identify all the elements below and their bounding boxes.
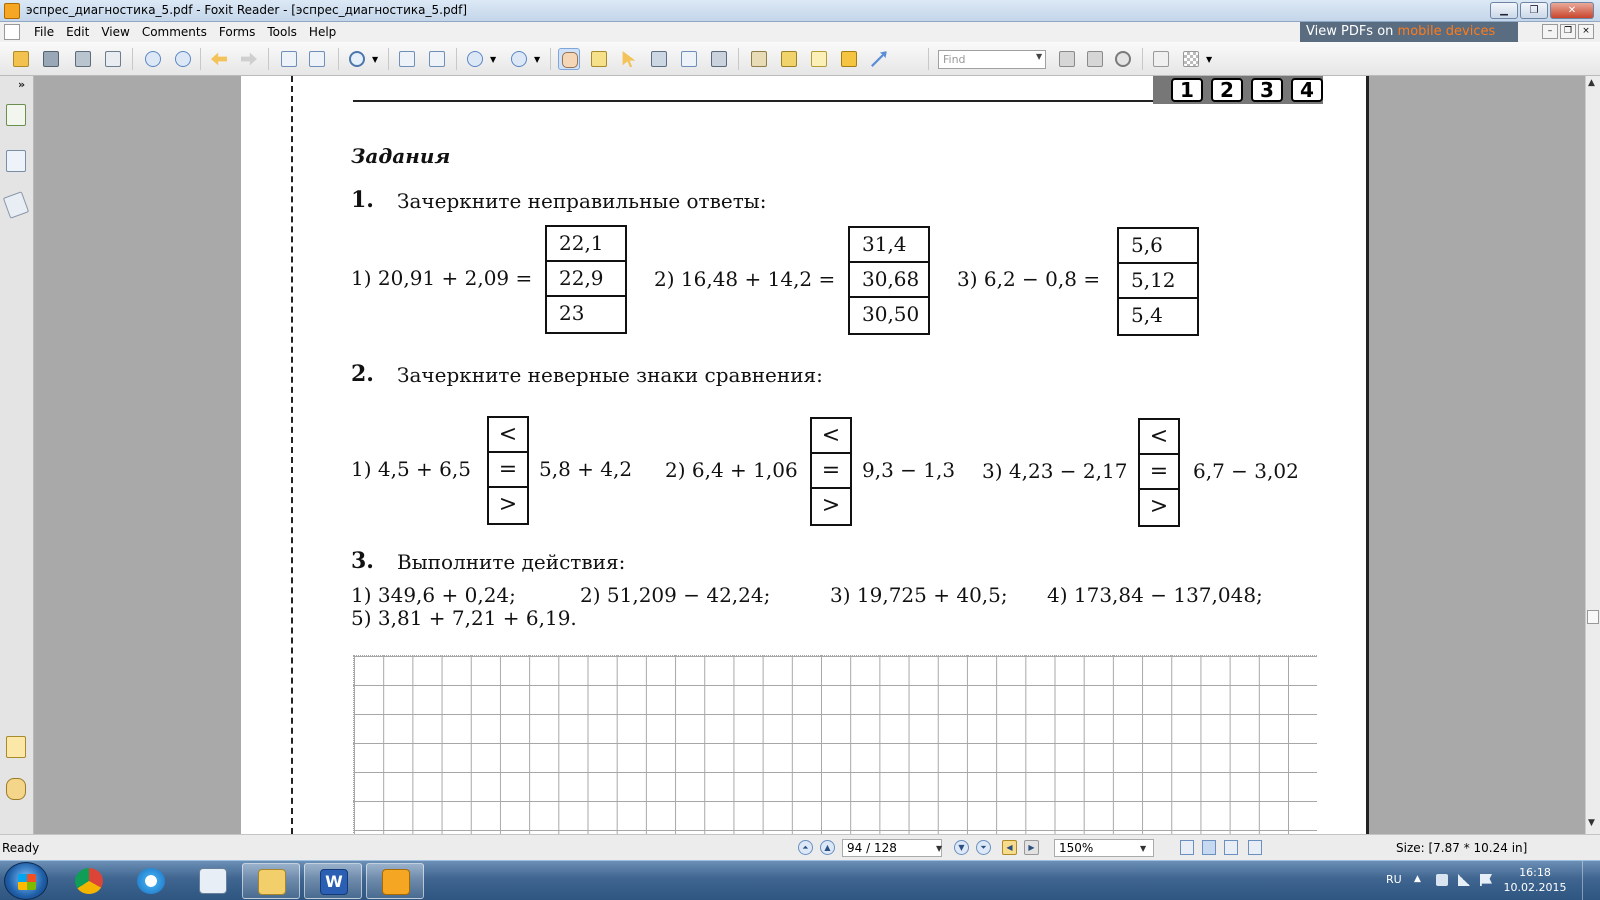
equals-sign[interactable]: = xyxy=(1140,455,1178,490)
start-button[interactable] xyxy=(4,862,48,900)
action-center-flag-icon[interactable] xyxy=(1480,874,1492,886)
menu-tools[interactable]: Tools xyxy=(267,25,297,39)
edit-button[interactable] xyxy=(748,48,770,70)
select-text-button[interactable] xyxy=(588,48,610,70)
magnifier-icon xyxy=(349,51,365,67)
search-button[interactable] xyxy=(1112,48,1134,70)
chevron-down-icon: ▼ xyxy=(1206,55,1213,64)
cursor-icon xyxy=(621,51,637,67)
taskbar-explorer[interactable] xyxy=(242,863,300,899)
chevron-down-icon: ▼ xyxy=(534,55,541,64)
page-size-text: Size: [7.87 * 10.24 in] xyxy=(1396,841,1528,855)
task3-item-3: 3) 19,725 + 40,5; xyxy=(830,583,1008,607)
scroll-down-icon[interactable]: ▼ xyxy=(1588,818,1595,828)
find-previous-button[interactable] xyxy=(1056,48,1078,70)
note-button[interactable] xyxy=(838,48,860,70)
arrow-button[interactable] xyxy=(868,48,890,70)
window-title: эспрес_диагностика_5.pdf - Foxit Reader - [эспрес_диагностика_5.pdf] xyxy=(26,3,468,17)
scroll-up-icon[interactable]: ▲ xyxy=(1588,78,1595,88)
less-than-sign[interactable]: < xyxy=(812,419,850,454)
find-tool-button[interactable] xyxy=(648,48,670,70)
close-button[interactable]: ✕ xyxy=(1550,2,1594,19)
document-window-controls xyxy=(1542,24,1594,39)
task3-item-5: 5) 3,81 + 7,21 + 6,19. xyxy=(351,606,577,630)
transparency-button[interactable] xyxy=(1180,48,1202,70)
continuous-facing-view-icon[interactable] xyxy=(1248,840,1262,855)
back-view-icon[interactable]: ◀ xyxy=(1002,840,1017,855)
pencil-icon xyxy=(751,51,767,67)
typewriter-button[interactable] xyxy=(678,48,700,70)
minus-circle-icon xyxy=(467,51,483,67)
back-button[interactable] xyxy=(208,48,230,70)
menu-comments[interactable]: Comments xyxy=(141,25,207,39)
sticky-note-icon xyxy=(841,51,857,67)
plus-circle-icon xyxy=(511,51,527,67)
answer-option[interactable]: 30,68 xyxy=(850,263,928,298)
equals-sign[interactable]: = xyxy=(489,453,527,488)
printer-icon xyxy=(75,51,91,67)
menu-file[interactable]: File xyxy=(34,25,55,39)
windows-taskbar xyxy=(0,860,1600,900)
header-rule xyxy=(353,100,1163,102)
scroll-thumb[interactable] xyxy=(1587,610,1599,624)
fit-page-button[interactable] xyxy=(396,48,418,70)
text-select-icon xyxy=(591,51,607,67)
mail-icon xyxy=(105,51,121,67)
taskbar-calculator[interactable] xyxy=(184,863,242,899)
level-badge: 2 xyxy=(1211,78,1243,102)
highlighter-icon xyxy=(781,51,797,67)
task2-left-3: 3) 4,23 − 2,17 xyxy=(982,459,1128,483)
task1-expr-2: 2) 16,48 + 14,2 = xyxy=(654,267,836,291)
taskbar-internet-explorer[interactable] xyxy=(122,863,180,899)
select-annotation-button[interactable] xyxy=(618,48,640,70)
menu-view[interactable]: View xyxy=(101,25,130,39)
textbox-button[interactable] xyxy=(808,48,830,70)
expand-panel-icon[interactable]: » xyxy=(18,78,26,91)
single-page-view-icon[interactable] xyxy=(1180,840,1194,855)
find-next-icon xyxy=(1087,51,1103,67)
clock-date: 10.02.2015 xyxy=(1503,881,1567,894)
task2-text: Зачеркните неверные знаки сравнения: xyxy=(397,363,823,387)
task2-right-2: 9,3 − 1,3 xyxy=(862,458,956,482)
foxit-icon xyxy=(382,869,410,895)
binoculars-icon xyxy=(651,51,667,67)
level-badge: 1 xyxy=(1171,78,1203,102)
equals-sign[interactable]: = xyxy=(812,454,850,489)
typewriter-icon xyxy=(681,51,697,67)
arrow-down-circle-icon xyxy=(175,51,191,67)
window-controls xyxy=(1490,2,1594,19)
calculator-icon xyxy=(199,868,227,894)
title-bar xyxy=(0,0,1600,22)
word-icon: W xyxy=(320,869,348,895)
back-arrow-icon xyxy=(211,51,227,67)
arrow-up-circle-icon xyxy=(145,51,161,67)
answer-option[interactable]: 23 xyxy=(559,301,585,325)
greater-than-sign[interactable]: > xyxy=(821,493,841,518)
forward-view-icon[interactable]: ▶ xyxy=(1024,840,1039,855)
cut-line xyxy=(291,76,293,834)
chrome-icon xyxy=(75,868,103,894)
comments-icon[interactable] xyxy=(6,736,26,758)
show-desktop-button[interactable] xyxy=(1582,861,1600,900)
open-button[interactable] xyxy=(10,48,32,70)
menu-help[interactable]: Help xyxy=(308,25,337,39)
answer-option[interactable]: 22,1 xyxy=(547,227,625,262)
section-heading: Задания xyxy=(351,144,451,168)
task1-expr-1: 1) 20,91 + 2,09 = xyxy=(351,266,533,290)
task3-item-1: 1) 349,6 + 0,24; xyxy=(351,583,516,607)
task2-left-1: 1) 4,5 + 6,5 xyxy=(351,457,471,481)
answer-option[interactable]: 5,4 xyxy=(1131,303,1163,327)
status-bar xyxy=(0,834,1600,860)
continuous-view-icon[interactable] xyxy=(1202,840,1216,855)
level-badge: 3 xyxy=(1251,78,1283,102)
volume-icon[interactable] xyxy=(1436,874,1448,886)
folder-icon xyxy=(258,869,286,895)
page-number-field[interactable]: 94 / 128 xyxy=(842,839,942,857)
page-thumbnail-button[interactable] xyxy=(1150,48,1172,70)
greater-than-sign[interactable]: > xyxy=(1149,494,1169,519)
save-button[interactable] xyxy=(40,48,62,70)
task3-item-4: 4) 173,84 − 137,048; xyxy=(1047,583,1263,607)
search-icon xyxy=(1115,51,1131,67)
task2-sign-box-1 xyxy=(487,416,529,525)
page-icon xyxy=(1153,51,1169,67)
answer-option[interactable]: 31,4 xyxy=(850,228,928,263)
status-text: Ready xyxy=(2,841,40,855)
clock-time: 16:18 xyxy=(1519,866,1551,879)
attachments-icon[interactable] xyxy=(6,778,26,800)
find-next-button[interactable] xyxy=(1084,48,1106,70)
doc-close-button[interactable]: × xyxy=(1578,24,1594,39)
first-page-icon[interactable]: ⏶ xyxy=(798,840,813,855)
zoom-in-dropdown[interactable] xyxy=(534,48,544,70)
task1-number: 1. xyxy=(351,187,374,213)
task1-answer-box-1 xyxy=(545,225,627,334)
ad-text: View PDFs on xyxy=(1306,24,1398,39)
chevron-down-icon: ▼ xyxy=(490,55,497,64)
left-panel xyxy=(0,76,34,834)
task2-number: 2. xyxy=(351,361,374,387)
zoom-in-button[interactable] xyxy=(508,48,530,70)
layers-icon[interactable] xyxy=(3,191,29,219)
tray-expand-icon[interactable]: ▲ xyxy=(1414,874,1421,884)
find-input[interactable]: Find xyxy=(938,50,1046,69)
squared-work-area xyxy=(353,655,1317,834)
print-button[interactable] xyxy=(72,48,94,70)
task2-right-3: 6,7 − 3,02 xyxy=(1193,459,1299,483)
foxit-app-icon[interactable] xyxy=(4,3,20,19)
forward-arrow-icon xyxy=(241,51,257,67)
disk-icon xyxy=(43,51,59,67)
input-language[interactable]: RU xyxy=(1386,873,1402,886)
level-badge: 4 xyxy=(1291,78,1323,102)
task2-right-1: 5,8 + 4,2 xyxy=(539,457,633,481)
zoom-out-dropdown[interactable] xyxy=(490,48,500,70)
task1-answer-box-2 xyxy=(848,226,930,335)
ad-highlight: mobile devices xyxy=(1397,24,1496,39)
hand-tool-button[interactable] xyxy=(558,48,580,70)
find-previous-icon xyxy=(1059,51,1075,67)
forward-button[interactable] xyxy=(238,48,260,70)
zoom-tool-button[interactable] xyxy=(346,48,368,70)
windows-logo-icon xyxy=(18,874,36,890)
toolbar xyxy=(0,42,1600,76)
maximize-button[interactable]: ❐ xyxy=(1520,2,1548,19)
doc-minimize-button[interactable]: – xyxy=(1542,24,1558,39)
answer-option[interactable]: 30,50 xyxy=(862,302,920,326)
fit-page-icon xyxy=(399,51,415,67)
previous-page-icon[interactable]: ▲ xyxy=(820,840,835,855)
mobile-ad-banner[interactable] xyxy=(1300,22,1518,42)
vertical-scrollbar[interactable] xyxy=(1585,76,1600,834)
folder-icon xyxy=(13,51,29,67)
pages-icon[interactable] xyxy=(6,150,26,172)
pdf-page xyxy=(241,76,1369,834)
minimize-button[interactable]: ▁ xyxy=(1490,2,1518,19)
last-page-icon[interactable]: ⏷ xyxy=(976,840,991,855)
find-dropdown-icon[interactable]: ▼ xyxy=(1036,52,1043,61)
ie-icon xyxy=(137,868,165,894)
rotate-left-icon xyxy=(281,51,297,67)
answer-option[interactable]: 5,12 xyxy=(1119,264,1197,299)
task3-text: Выполните действия: xyxy=(397,550,626,574)
rotate-left-button[interactable] xyxy=(278,48,300,70)
taskbar-word[interactable] xyxy=(304,863,362,899)
facing-view-icon[interactable] xyxy=(1224,840,1238,855)
zoom-level-field[interactable]: 150% xyxy=(1054,839,1154,857)
answer-option[interactable]: 5,6 xyxy=(1119,229,1197,264)
less-than-sign[interactable]: < xyxy=(1140,420,1178,455)
next-page-icon[interactable]: ▼ xyxy=(954,840,969,855)
greater-than-sign[interactable]: > xyxy=(498,492,518,517)
taskbar-chrome[interactable] xyxy=(60,863,118,899)
textbox-icon xyxy=(811,51,827,67)
task3-item-2: 2) 51,209 − 42,24; xyxy=(580,583,771,607)
task3-number: 3. xyxy=(351,548,374,574)
doc-restore-button[interactable]: ❐ xyxy=(1560,24,1576,39)
transparency-dropdown[interactable] xyxy=(1206,48,1216,70)
difficulty-levels xyxy=(1153,76,1323,104)
zoom-tool-dropdown[interactable] xyxy=(372,48,382,70)
bookmarks-icon[interactable] xyxy=(6,104,26,126)
taskbar-foxit-reader[interactable] xyxy=(366,863,424,899)
task1-text: Зачеркните неправильные ответы: xyxy=(397,189,767,213)
snapshot-button[interactable] xyxy=(708,48,730,70)
diagonal-arrow-icon xyxy=(871,51,887,67)
document-icon[interactable] xyxy=(4,24,20,40)
email-button[interactable] xyxy=(102,48,124,70)
page-dropdown-icon[interactable]: ▼ xyxy=(936,844,943,853)
menu-edit[interactable]: Edit xyxy=(66,25,90,39)
task2-sign-box-3 xyxy=(1138,418,1180,527)
zoom-out-button[interactable] xyxy=(464,48,486,70)
rotate-right-icon xyxy=(309,51,325,67)
next-page-button[interactable] xyxy=(172,48,194,70)
document-view[interactable] xyxy=(35,76,1585,834)
hand-icon xyxy=(562,52,578,68)
zoom-dropdown-icon[interactable]: ▼ xyxy=(1140,844,1147,853)
task2-left-2: 2) 6,4 + 1,06 xyxy=(665,458,798,482)
task2-sign-box-2 xyxy=(810,417,852,526)
rotate-right-button[interactable] xyxy=(306,48,328,70)
task1-answer-box-3 xyxy=(1117,227,1199,336)
menu-forms[interactable]: Forms xyxy=(218,25,256,39)
previous-page-button[interactable] xyxy=(142,48,164,70)
less-than-sign[interactable]: < xyxy=(489,418,527,453)
highlight-button[interactable] xyxy=(778,48,800,70)
fit-width-icon xyxy=(429,51,445,67)
network-icon[interactable] xyxy=(1458,874,1470,886)
chevron-down-icon: ▼ xyxy=(372,55,379,64)
camera-icon xyxy=(711,51,727,67)
fit-width-button[interactable] xyxy=(426,48,448,70)
checker-icon xyxy=(1183,51,1199,67)
answer-option[interactable]: 22,9 xyxy=(547,262,625,297)
clock[interactable] xyxy=(1500,865,1570,895)
task1-expr-3: 3) 6,2 − 0,8 = xyxy=(957,267,1101,291)
